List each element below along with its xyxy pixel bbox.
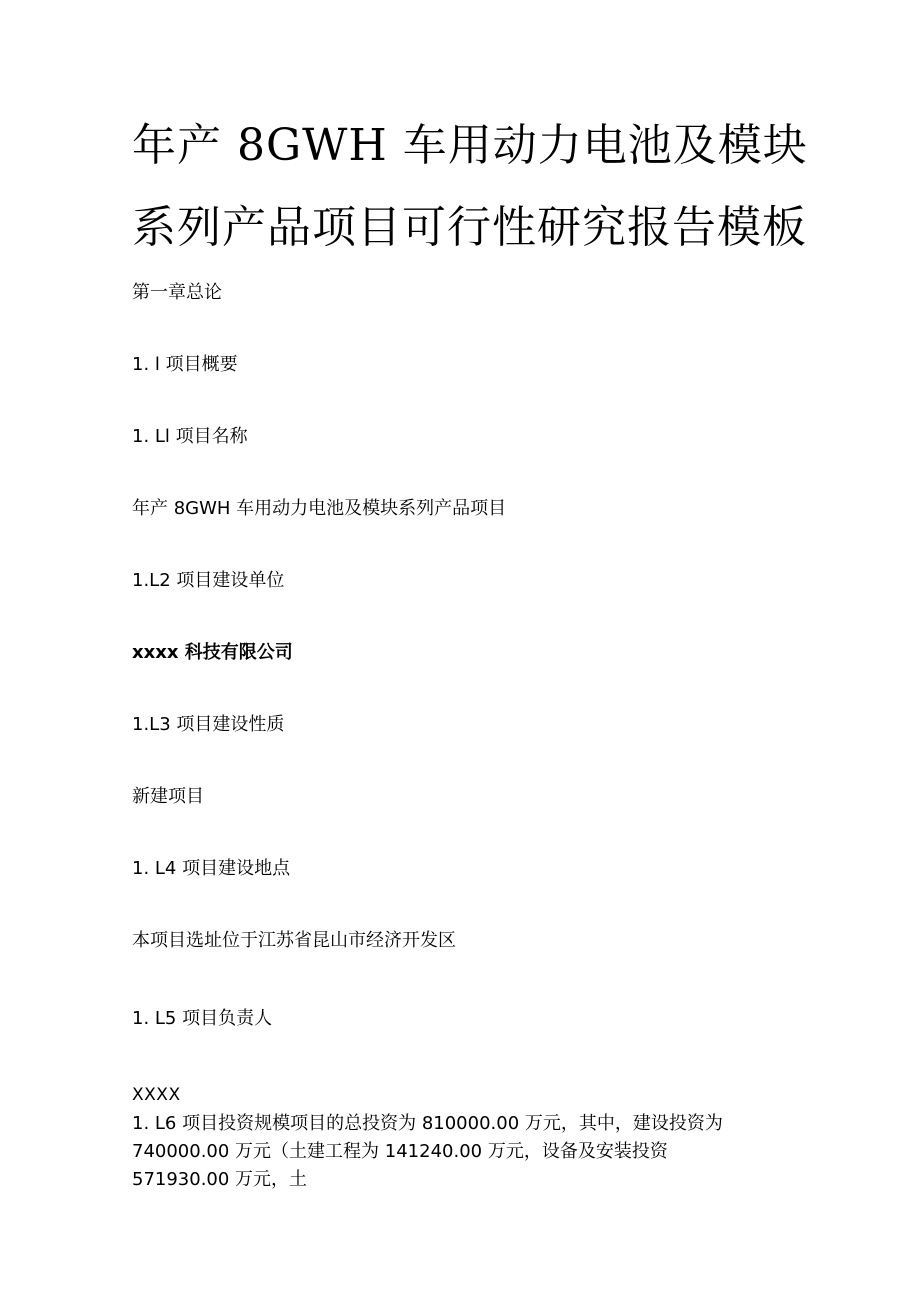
project-location-text: 本项目选址位于江苏省昆山市经济开发区 [132,930,456,951]
document-title-line-1: 年产 8GWH 车用动力电池及模块 [132,120,808,171]
document-title-line-2: 系列产品项目可行性研究报告模板 [132,202,807,253]
section-heading-1-1-3: 1.L3 项目建设性质 [132,714,285,735]
section-heading-1-1-2: 1.L2 项目建设单位 [132,570,285,591]
section-heading-1-1: 1. l 项目概要 [132,354,238,375]
section-heading-1-1-4: 1. L4 项目建设地点 [132,858,291,879]
investment-line-2: 740000.00 万元（土建工程为 141240.00 万元，设备及安装投资 [132,1141,668,1162]
section-heading-1-1-1: 1. Ll 项目名称 [132,426,248,447]
investment-line-3: 571930.00 万元，土 [132,1169,308,1190]
project-leader-text: XXXX [132,1085,181,1105]
construction-nature-text: 新建项目 [132,786,204,807]
project-name-text: 年产 8GWH 车用动力电池及模块系列产品项目 [132,498,507,519]
investment-paragraph [132,1110,792,1194]
chapter-heading: 第一章总论 [132,282,222,303]
section-heading-1-1-5: 1. L5 项目负责人 [132,1008,273,1029]
company-name-text: xxxx 科技有限公司 [132,642,293,663]
investment-line-1: 1. L6 项目投资规模项目的总投资为 810000.00 万元，其中，建设投资为 [132,1113,723,1134]
